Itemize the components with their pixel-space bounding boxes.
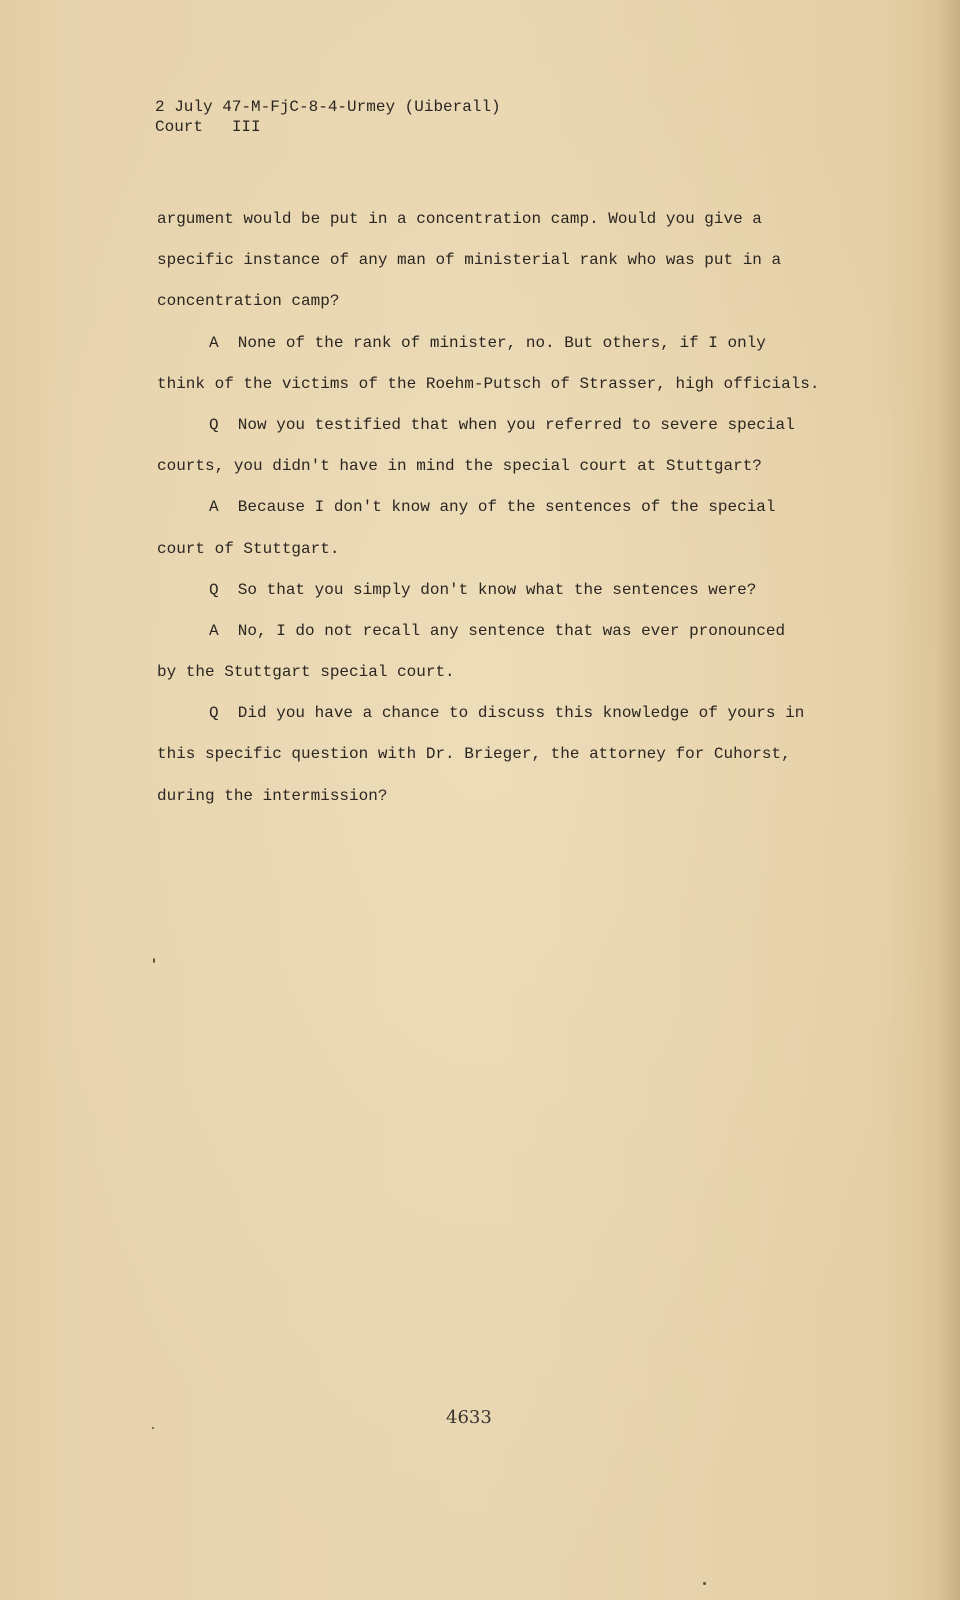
transcript-line: during the intermission? [157,786,388,805]
transcript-line: concentration camp? [157,292,340,311]
transcript-line: this specific question with Dr. Brieger, the attorney for Cuhorst, [157,745,791,764]
document-header [155,97,501,137]
transcript-line: argument would be put in a concentration camp. Would you give a [157,210,762,228]
transcript-body [157,199,857,817]
answer-line: A None of the rank of minister, no. But others, if I only [209,333,766,352]
transcript-line: by the Stuttgart special court. [157,663,455,682]
page-edge-shading [938,0,960,1600]
question-line: Q So that you simply don't know what the sentences were? [209,580,757,599]
header-line-date-reference: 2 July 47-M-FjC-8-4-Urmey (Uiberall) [155,98,501,116]
answer-line: A Because I don't know any of the sentences of the special [209,498,776,517]
answer-line: A No, I do not recall any sentence that was ever pronounced [209,621,786,640]
paper-speck [703,1582,706,1585]
page-number: 4633 [446,1407,492,1428]
transcript-line: court of Stuttgart. [157,539,340,558]
transcript-line: specific instance of any man of ministerial rank who was put in a [157,251,782,270]
question-line: Q Now you testified that when you referred to severe special [209,415,795,434]
paper-speck [152,1427,154,1429]
question-line: Q Did you have a chance to discuss this knowledge of yours in [209,704,805,723]
header-line-court: Court III [155,118,261,136]
transcript-line: courts, you didn't have in mind the special court at Stuttgart? [157,457,762,476]
transcript-line: think of the victims of the Roehm-Putsch of Strasser, high officials. [157,374,820,393]
paper-speck [153,958,155,963]
